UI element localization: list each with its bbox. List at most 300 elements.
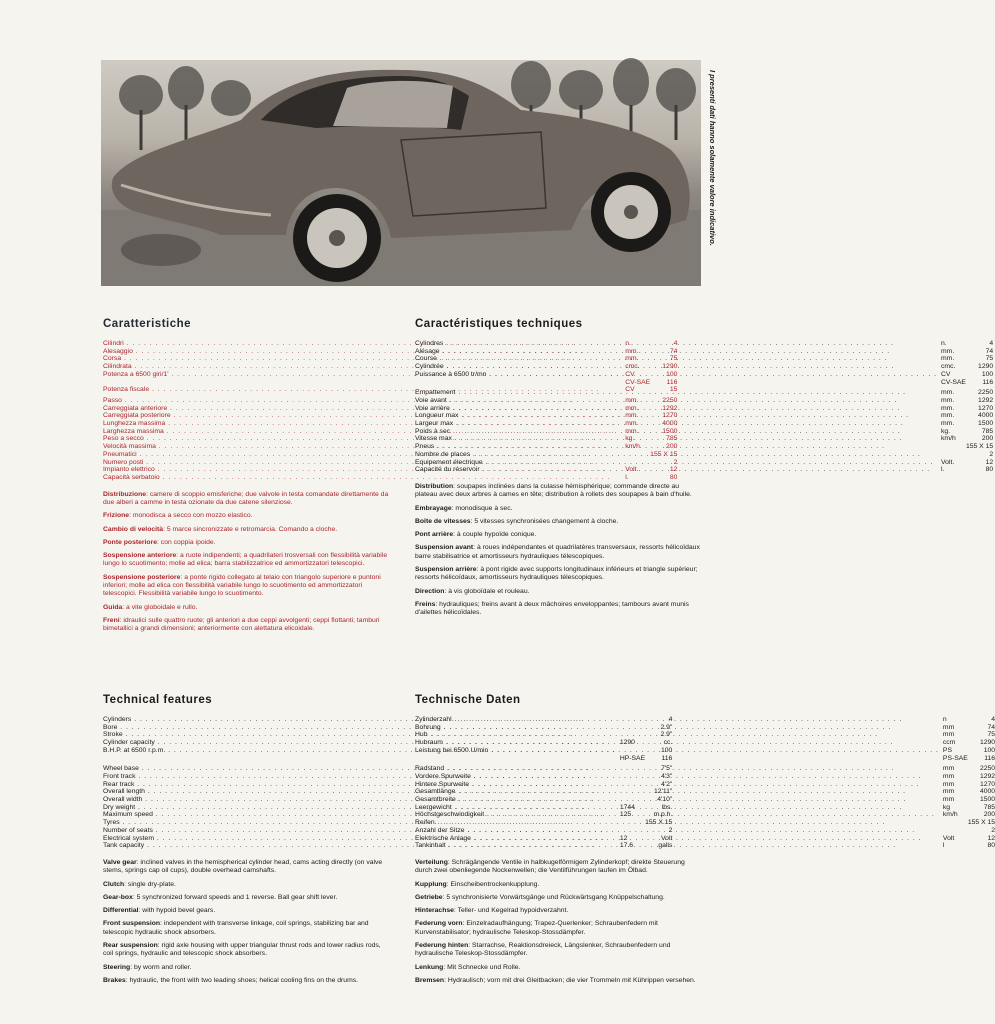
description-heading: Distribuzione [103,490,147,498]
spec-name: Anzahl der Sitze . . . [415,827,939,835]
spec-unit: mm. [625,355,639,363]
spec-name: Peso a secco . . . [103,435,621,443]
description-paragraph [415,942,701,959]
spec-value: 1500 [979,796,995,804]
spec-unit: mm. [941,404,955,412]
spec-unit: mm. [941,389,955,397]
spec-row [415,716,995,724]
spec-unit: 17.6 [619,842,634,850]
description-heading: Suspension avant [415,544,474,552]
spec-unit: 12 [619,834,628,842]
spec-name: Impianto elettrico . . . [103,466,621,474]
description-text: : Einzelradaufhängung; Trapez-Querlenker; Schraubenfedern mit Kurvenstabilisator; hydraulische Teleskop-Stossdämpfer. [415,920,658,936]
spec-unit: CV [941,370,951,378]
spec-value: 4'10" [657,796,673,804]
spec-unit: CV [625,386,635,394]
spec-unit: cmc. [625,363,640,371]
description-text: : hydrauliques; freins avant à deux mâchoires enveloppantes; tambours avant munis d'ailettes hélicoïdales. [415,600,689,617]
spec-value: 15 [669,386,678,394]
spec-unit: mm. [941,420,955,428]
spec-row [415,466,993,474]
spec-value: 200 [666,443,678,451]
description-heading: Verteilung [415,858,448,866]
description-heading: Freins [415,600,436,608]
spec-row [415,762,995,773]
description-heading: Bremsen [415,976,445,984]
spec-name: Voie arrière . . . [415,405,937,413]
spec-value: 1290 [979,739,995,747]
spec-table [415,340,993,474]
spec-name: B.H.P. at 6500 r.p.m. . . . [103,747,616,755]
spec-row [415,379,993,387]
section-french [415,318,994,623]
description-heading: Differential [103,907,139,915]
spec-row [415,412,993,420]
description-text: : rigid axle housing with upper triangular thrust rods and lower radius rods, coil springs, hydraulic and telescopic shock absorbers. [103,942,381,958]
description-text: : with hypoid bevel gears. [138,907,216,915]
spec-name: Capacité du réservoir . . . [415,466,937,474]
description-paragraph [103,977,391,985]
description-paragraph [103,920,391,937]
spec-name: Maximum speed . . . [103,811,616,819]
disclaimer-note: I presenti dati hanno solamente valore indicativo. [708,70,717,246]
description-heading: Federung hinten [415,942,469,950]
spec-unit: 1744 [619,803,635,811]
description-text: : 5 marce sincronizzate e retromarcia. Comando a cloche. [163,525,338,533]
spec-value: 4 [989,340,994,347]
spec-name: Pneus . . . [415,443,937,451]
spec-unit: 125 [619,811,632,819]
spec-unit: Volt [942,834,955,842]
description-paragraph [415,544,701,561]
description-paragraph [103,491,391,508]
spec-name: Stroke . . . [103,731,616,739]
description-paragraph [103,859,391,876]
spec-unit [937,451,966,459]
spec-row [415,773,995,781]
description-heading: Steering [103,963,131,971]
description-text: : by worm and roller. [130,963,192,971]
spec-name: Leistung bei 6500 U/min . . . [415,747,939,755]
spec-value: 80 [669,473,678,481]
spec-value: 200 [981,435,994,443]
spec-value: 4 [673,340,678,347]
description-paragraph [415,588,701,596]
spec-name: Equipement électrique . . . [415,459,937,467]
spec-unit: n. [941,340,947,347]
description-text: : a ponte rigido collegato al telaio con triangolo superiore e puntoni inferiori; molle ad elica con flessibilità variabile lungo lo scuotimento ed ammortizzatori telescopici. Flessibilità variabile lungo lo scuotimento. [103,573,381,598]
spec-value: 116 [984,754,995,762]
spec-name: Carreggiata anteriore . . . [103,405,621,413]
spec-value: 12'11" [654,788,673,796]
spec-value: 80 [987,842,995,850]
description-text: : à vis globoïdale et rouleau. [444,587,530,595]
spec-value: 155 X 15 [965,443,994,451]
spec-name: Vitesse max . . . [415,435,937,443]
spec-name: Potenza fiscale . . . [103,386,621,394]
spec-value: 200 [983,811,995,819]
spec-name: Hub . . . [415,731,939,739]
spec-value: 75 [669,355,678,363]
spec-name: Alésage . . . [415,348,937,356]
description-heading: Kupplung [415,880,447,888]
spec-name: Pneumatici . . . [103,451,621,459]
description-block [103,491,391,634]
spec-value: 4 [668,716,673,723]
spec-value: Volt [661,834,673,842]
description-text: : a ruote indipendenti; a quadrilateri trosversali con flessibilità variabile lungo lo scuotimento; molle ad elica; barra stabilizzatrice ed ammortizzatori telescopici. [103,552,388,568]
spec-name [415,755,939,763]
spec-name: Hintere Spurweite . . . [415,781,939,789]
spec-name: Vordere Spurweite . . . [415,773,939,781]
spec-unit: mm. [625,347,639,355]
spec-name: Hubraum . . . [415,739,939,747]
spec-value: 1292 [979,772,995,780]
spec-unit [939,827,968,835]
spec-row [415,755,995,763]
description-paragraph [415,964,701,972]
spec-name: Elektrische Anlage . . . [415,835,939,843]
description-paragraph [415,518,701,526]
description-heading: Direction [415,587,445,595]
spec-unit: HP-SAE [619,754,646,762]
spec-value: 100 [661,746,673,754]
spec-unit: km/h [625,443,640,451]
description-paragraph [103,604,391,612]
spec-name: Longueur max . . . [415,412,937,420]
spec-unit: CV-SAE [625,378,651,386]
description-text: : monodisca a secco con mozzo elastico. [129,512,253,520]
description-text: : à couple hypoïde conique. [453,531,537,539]
spec-unit: mm [942,796,955,804]
spec-name: Cylinders . . . [103,716,616,724]
description-paragraph [103,574,391,599]
spec-unit: km/h [941,435,956,443]
description-heading: Clutch [103,880,125,888]
spec-name: Empattement . . . [415,386,937,397]
description-heading: Freni [103,616,120,624]
description-heading: Valve gear [103,858,137,866]
description-paragraph [415,505,701,513]
spec-unit [937,443,966,451]
spec-name: Cilindrata . . . [103,363,621,371]
spec-row [415,804,995,812]
spec-value: 4'2" [661,780,673,788]
description-paragraph [103,617,391,634]
description-paragraph [103,881,391,889]
spec-table [415,716,995,850]
spec-value: lbs. [661,803,673,811]
spec-value: 1270 [979,780,995,788]
description-paragraph [415,907,701,915]
section-title: Caratteristiche [103,318,192,330]
spec-unit: CV [625,370,635,378]
description-text: : con coppia ipoide. [157,538,216,546]
spec-value: 80 [985,466,994,474]
description-text: : Mit Schnecke und Rolle. [443,963,521,971]
spec-unit: mm. [625,420,639,428]
description-paragraph [415,894,701,902]
spec-value: 785 [983,803,995,811]
description-text: : a vite globoidale e rullo. [122,603,198,611]
description-heading: Getriebe [415,893,443,901]
spec-unit: mm. [625,404,639,412]
description-heading: Boîte de vitesses [415,517,471,525]
spec-row [415,842,995,850]
spec-value: 785 [981,427,994,435]
description-heading: Cambio di velocità [103,525,164,533]
spec-value: 100 [983,746,995,754]
spec-unit: km/h [942,811,958,819]
spec-name: Alesaggio . . . [103,348,621,356]
description-heading: Guida [103,603,123,611]
spec-unit: l. [941,466,945,474]
spec-name: Number of seats . . . [103,827,616,835]
spec-value: 74 [985,347,994,355]
description-heading: Gear-box [103,893,133,901]
spec-name: Gesamtbreite . . . [415,796,939,804]
description-heading: Distribution [415,482,454,490]
spec-value: 1500 [978,420,994,428]
spec-unit: mm [942,780,955,788]
section-title: Technical features [103,694,213,706]
spec-row [415,739,995,747]
description-text: : hydraulic, the front with two leading shoes; helical cooling fins on the drums. [125,976,359,984]
description-text: : à pont rigide avec supports longitudinaux inférieurs et triangle supérieur; ressorts hélicoïdaux, amortisseurs hydrauliques télescopiques. [415,566,698,582]
spec-name: Numero posti . . . [103,459,621,467]
spec-unit: kg. [625,435,635,443]
spec-row [415,428,993,436]
description-paragraph [103,942,391,959]
description-text: : Teller- und Kegelrad hypoidverzahnt. [453,907,569,915]
description-text: : Einscheibentrockenkupplung. [446,880,540,888]
spec-value: 1290 [978,363,994,371]
spec-name: Electrical system . . . [103,835,616,843]
spec-name: Cylindres . . . [415,340,937,348]
spec-value: 1270 [978,404,994,412]
spec-row [415,811,995,819]
spec-unit: PS-SAE [942,754,968,762]
spec-name: Poids à sec . . . [415,428,937,436]
description-text: : Schrägängende Ventile in halbkugelförmigem Zylinderkopf; direkte Steuerung durch zwei obenliegende Nockenwellen; die Ventilführungen laufen im Ölbad. [415,858,685,875]
spec-unit: cmc. [941,363,956,371]
spec-name: Leergewicht . . . [415,804,939,812]
description-text: : idraulici sulle quattro ruote; gli anteriori a due ceppi avvolgenti; ceppi flottanti; tamburi bimetallici a grandi dimensioni; anteriormente con alettatura elicoidale. [103,616,380,633]
spec-unit: mm. [625,396,639,404]
spec-name: Zylinderzahl . . . [415,716,939,724]
spec-value: 1270 [662,412,678,420]
spec-value: 2250 [979,765,995,773]
spec-name: Front track . . . [103,773,616,781]
spec-row [415,355,993,363]
description-heading: Brakes [103,976,126,984]
spec-name: Course . . . [415,355,937,363]
spec-value: 4'3" [661,772,673,780]
description-paragraph [103,894,391,902]
spec-value: 4000 [662,420,678,428]
spec-row [415,827,995,835]
description-paragraph [103,512,391,520]
spec-unit: mm. [941,347,955,355]
section-german [415,694,995,990]
spec-name: Höchstgeschwindigkeit . . . [415,811,939,819]
description-paragraph [415,566,701,583]
spec-name: Carreggiata posteriore . . . [103,412,621,420]
spec-name: Lunghezza massima . . . [103,420,621,428]
spec-value: 1292 [662,404,678,412]
spec-value: 4000 [979,788,995,796]
description-text: : inclined valves in the hemispherical cylinder head, cams acting directly (on valve stems, springs cap oil cups), double overhead camshafts. [103,858,383,875]
description-text: : independent with transverse linkage, coil springs, stabilizing bar and telescopic hydraulic shock absorbers. [103,920,369,936]
spec-value: 155 X 15 [650,450,678,458]
spec-unit: ccm [942,739,956,747]
spec-name: Puissance à 6500 tr/mn . . . [415,371,937,379]
description-paragraph [103,964,391,972]
spec-value: 116 [666,378,678,386]
description-text: : Hydraulisch; vorn mit drei Gleitbacken; die vier Trommeln mit Kührippen versehen. [444,976,696,984]
description-heading: Sospensione anteriore [103,552,177,560]
spec-unit: mm [942,765,955,773]
description-paragraph [103,552,391,569]
spec-unit: mm [942,772,955,780]
spec-value: 2.9" [660,723,673,731]
spec-row [415,363,993,371]
spec-unit: l. [625,473,629,481]
description-text: : camere di scoppio emisferiche; due valvole in testa comandate direttamente da due alberi a camme in testa ozionate da due catene silenziose. [103,490,389,506]
spec-value: 74 [987,723,995,731]
spec-name: Radstand . . . [415,762,939,773]
description-paragraph [415,859,701,876]
spec-value: 12 [669,466,678,474]
spec-name: Nombre de places . . . [415,451,937,459]
spec-name: Gesamtlänge . . . [415,788,939,796]
spec-unit: mm. [941,412,955,420]
spec-name: Rear track . . . [103,781,616,789]
description-text: : 5 synchronized forward speeds and 1 reverse. Ball gear shift lever. [132,893,338,901]
spec-name: Voie avant . . . [415,397,937,405]
spec-name: Bohrung . . . [415,724,939,732]
spec-name: Tankinhalt . . . [415,842,939,850]
spec-row [415,724,995,732]
spec-value: 12 [985,458,994,466]
spec-value: 7'5" [661,765,673,773]
spec-name [415,379,937,387]
spec-name: Passo . . . [103,394,621,405]
description-heading: Rear suspension [103,942,158,950]
spec-unit [939,819,968,827]
spec-value: 75 [985,355,994,363]
description-paragraph [415,483,701,500]
spec-value: 2 [991,826,995,834]
spec-unit: Volt. [625,466,639,474]
spec-value: 116 [661,754,673,762]
spec-name: Cylindrée . . . [415,363,937,371]
spec-value: 785 [666,435,678,443]
spec-unit: 1290 [619,739,635,747]
spec-row [415,435,993,443]
spec-unit: mm. [941,355,955,363]
spec-value: 4000 [978,412,994,420]
spec-row [415,788,995,796]
spec-value: 1290 [662,363,678,371]
spec-unit: Volt. [941,458,955,466]
spec-name: Bore . . . [103,724,616,732]
spec-row [415,451,993,459]
description-paragraph [415,881,701,889]
spec-name: Velocità massima . . . [103,443,621,451]
description-heading: Embrayage [415,504,452,512]
description-text: : 5 vitesses synchronisées changement à cloche. [470,517,619,525]
spec-value: 2 [989,450,994,458]
spec-unit: mm [942,788,955,796]
spec-unit: kg [942,803,951,811]
spec-value: 100 [666,370,678,378]
description-text: : Starrachse, Reaktionsdreieck, Längslenker, Schraubenfedern und hydraulische Teleskop-Stossdämpfer. [415,942,671,958]
spec-value: 2250 [662,396,678,404]
description-block [415,483,701,618]
description-heading: Lenkung [415,963,444,971]
spec-unit: n. [625,340,631,347]
spec-value: 2 [668,826,673,834]
description-block [415,859,701,985]
description-heading: Sospensione posteriore [103,573,181,581]
spec-row [415,386,993,397]
spec-value: 116 [982,378,994,386]
description-heading: Frizione [103,512,130,520]
spec-name: Dry weight . . . [103,804,616,812]
spec-value: m.p.h. [653,811,673,819]
spec-name: Larghezza massima . . . [103,428,621,436]
spec-unit: l [942,842,945,850]
spec-name: Cilindri . . . [103,340,621,348]
spec-value: 1500 [662,427,678,435]
spec-unit: mm. [941,396,955,404]
spec-row [415,420,993,428]
section-title: Technische Daten [415,694,521,706]
spec-row [415,731,995,739]
spec-row [415,371,993,379]
description-paragraph [415,601,701,618]
spec-name: Tyres . . . [103,819,616,827]
spec-name: Wheel base . . . [103,762,616,773]
description-text: : 5 synchronisierte Vorwärtsgänge und Rückwärtsgang Knüppelschaltung. [442,893,665,901]
spec-name: Reifen . . . [415,819,939,827]
spec-name: Overall length . . . [103,788,616,796]
spec-value: 1292 [978,396,994,404]
description-heading: Suspension arrière [415,566,477,574]
spec-row [415,443,993,451]
spec-name: Corsa . . . [103,355,621,363]
spec-name: Cylinder capacity . . . [103,739,616,747]
description-text: : à roues indépendantes et quadrilatères transversaux, ressorts hélicoïdaux barre stabilisatrice et amortisseurs hydrauliques télescopiques. [415,544,700,560]
car-photo [101,60,701,286]
spec-unit: mm. [625,427,639,435]
section-title: Caractéristiques techniques [415,318,583,330]
spec-unit: CV-SAE [941,378,966,386]
spec-row [415,459,993,467]
spec-name: Tank capacity . . . [103,842,616,850]
description-paragraph [103,526,391,534]
spec-unit: mm [942,731,955,739]
spec-row [415,819,995,827]
spec-row [415,405,993,413]
description-paragraph [103,539,391,547]
spec-value: 2250 [978,389,994,397]
spec-unit: n [942,716,947,723]
spec-unit: mm. [625,412,639,420]
description-paragraph [415,531,701,539]
spec-value: 75 [987,731,995,739]
